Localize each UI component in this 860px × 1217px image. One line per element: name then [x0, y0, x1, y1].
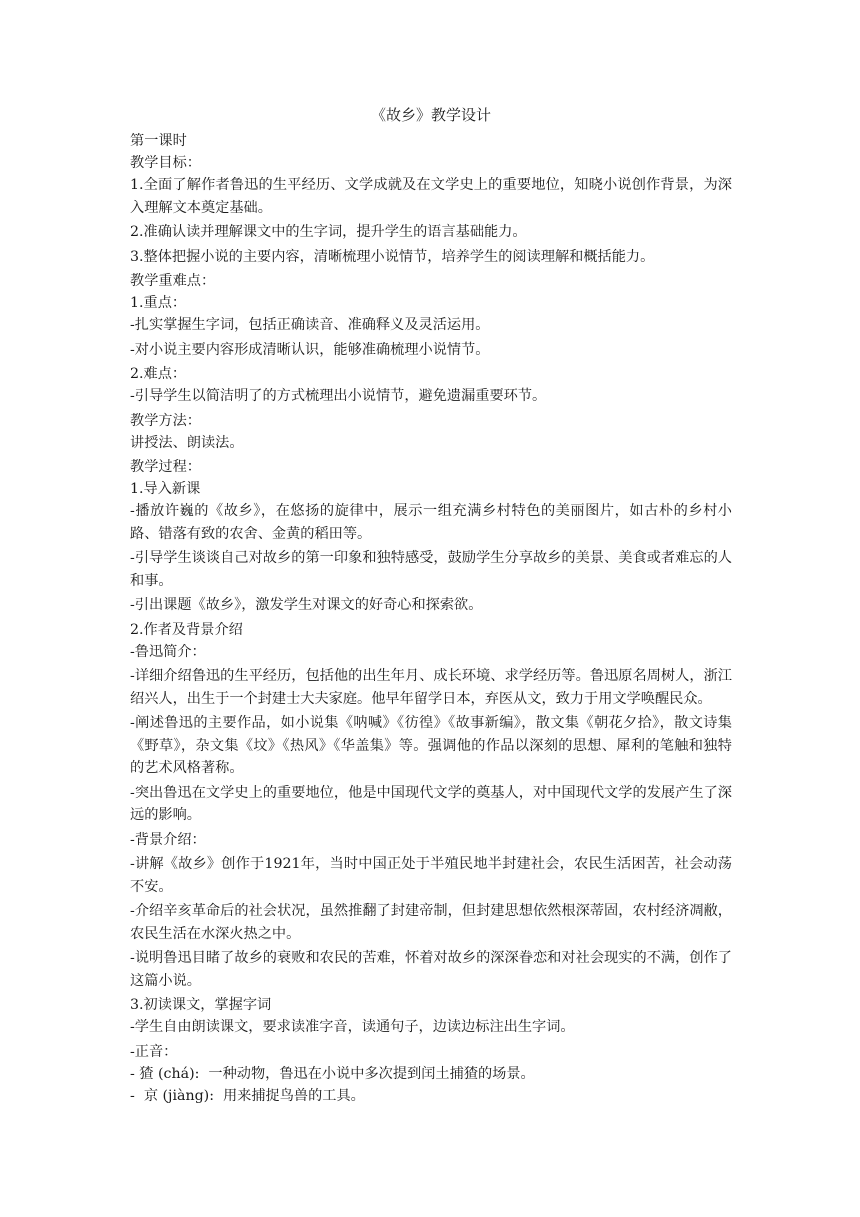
background-item: -介绍辛亥革命后的社会状况，虽然推翻了封建帝制，但封建思想依然根深蒂固，农村经济凋敝，农民生活在水深火热之中。 — [130, 903, 732, 942]
lesson-label: 第一课时 — [130, 133, 187, 149]
step3-item: -学生自由朗读课文，要求读准字音，读通句子，边读边标注出生字词。 — [130, 1019, 575, 1035]
author-label: -鲁迅简介： — [130, 643, 206, 660]
background-item: -讲解《故乡》创作于1921年，当时中国正处于半殖民地半封建社会，农民生活困苦，社会动荡不安。 — [130, 856, 732, 895]
key-item: -对小说主要内容形成清晰认识，能够准确梳理小说情节。 — [130, 341, 490, 358]
step2-heading: 2.作者及背景介绍 — [130, 621, 243, 638]
keypoints-heading: 教学重难点： — [130, 273, 216, 289]
objective-item: 1.全面了解作者鲁迅的生平经历、文学成就及在文学史上的重要地位，知晓小说创作背景，为深入理解文本奠定基础。 — [130, 177, 732, 216]
key-item: -扎实掌握生字词，包括正确读音、准确释义及灵活运用。 — [130, 317, 490, 333]
step1-item: -播放许巍的《故乡》，在悠扬的旋律中，展示一组充满乡村特色的美丽图片，如古朴的乡村小路、错落有致的农舍、金黄的稻田等。 — [130, 503, 732, 542]
step1-item: -引导学生谈谈自己对故乡的第一印象和独特感受，鼓励学生分享故乡的美景、美食或者难忘的人和事。 — [130, 550, 732, 589]
pronunciation-label: -正音： — [130, 1043, 178, 1060]
methods-text: 讲授法、朗读法。 — [130, 434, 244, 451]
author-item: -突出鲁迅在文学史上的重要地位，他是中国现代文学的奠基人，对中国现代文学的发展产生了深远的影响。 — [130, 784, 732, 823]
pronunciation-item: - 猹 (chá): 一种动物，鲁迅在小说中多次提到闰土捕猹的场景。 — [130, 1065, 535, 1082]
objective-item: 2.准确认读并理解课文中的生字词，提升学生的语言基础能力。 — [130, 224, 527, 240]
document-title: 《故乡》教学设计 — [370, 106, 491, 124]
methods-heading: 教学方法： — [130, 412, 201, 429]
process-heading: 教学过程： — [130, 459, 201, 475]
key-label: 1.重点： — [130, 295, 187, 311]
background-item: -说明鲁迅目睹了故乡的衰败和农民的苦难，怀着对故乡的深深眷恋和对社会现实的不满，创作了这篇小说。 — [130, 950, 732, 989]
author-item: -详细介绍鲁迅的生平经历，包括他的出生年月、成长环境、求学经历等。鲁迅原名周树人，浙江绍兴人，出生于一个封建士大夫家庭。他早年留学日本，弃医从文，致力于用文学唤醒民众。 — [130, 668, 732, 707]
objectives-heading: 教学目标： — [130, 155, 201, 171]
background-label: -背景介绍： — [130, 831, 206, 848]
objective-item: 3.整体把握小说的主要内容，清晰梳理小说情节，培养学生的阅读理解和概括能力。 — [130, 248, 655, 265]
difficulty-item: -引导学生以简洁明了的方式梳理出小说情节，避免遗漏重要环节。 — [130, 388, 547, 404]
step1-heading: 1.导入新课 — [130, 481, 201, 497]
document-page — [130, 104, 732, 1107]
difficulty-label: 2.难点： — [130, 366, 187, 382]
author-item: -阐述鲁迅的主要作品，如小说集《呐喊》《彷徨》《故事新编》，散文集《朝花夕拾》，散文诗集《野草》，杂文集《坟》《热风》《华盖集》等。强调他的作品以深刻的思想、犀利的笔触和独特的艺术风格著称。 — [130, 715, 732, 776]
step3-heading: 3.初读课文，掌握字词 — [130, 997, 272, 1013]
step1-item: -引出课题《故乡》，激发学生对课文的好奇心和探索欲。 — [130, 597, 483, 613]
pronunciation-item: - 京 (jiàng): 用来捕捉鸟兽的工具。 — [130, 1087, 365, 1104]
